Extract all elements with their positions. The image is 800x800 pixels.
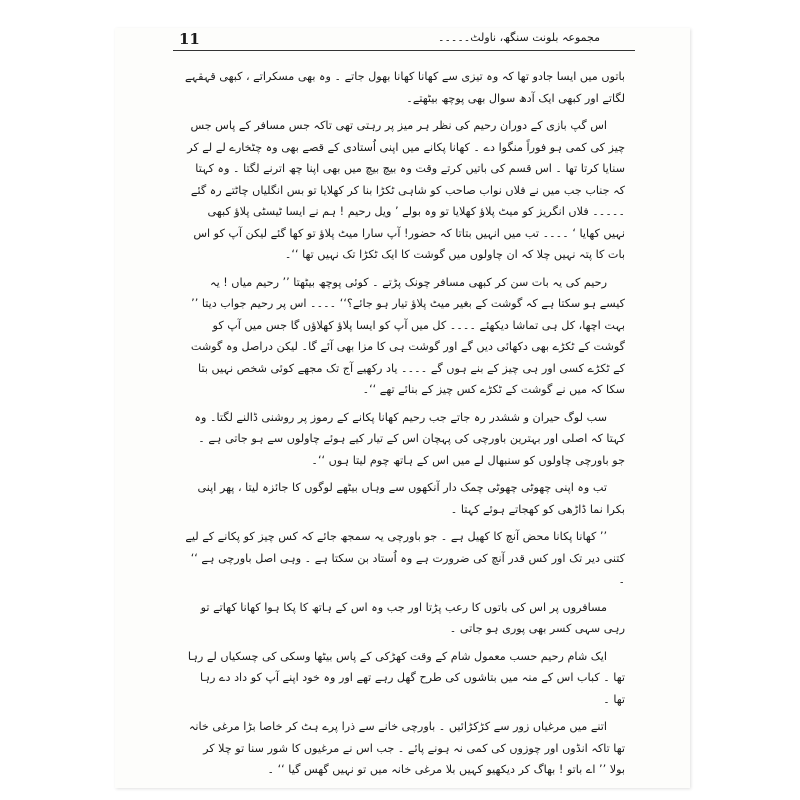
running-head: مجموعہ بلونت سنگھ، ناولٹ۔۔۔۔۔ bbox=[438, 31, 600, 44]
paragraph: اس گپ بازی کے دوران رحیم کی نظر ہر میز پر رہتی تھی تاکہ جس مسافر کے پاس جس چیز کی کمی ہو فوراً منگوا دے ۔ کھانا پکانے میں اپنی اُستادی کے قصے بھی وہ چٹخارے لے لے کر سنایا کرتا تھا ۔ اس قسم کی باتیں کرتے وقت وہ بیچ بیچ میں بھی اپنا چھ اترنے لگتا ۔ وہ کہتا کہ جناب جب میں نے فلاں نواب صاحب کو شاہی ٹکڑا بنا کر کھلایا تو بس انگلیاں چاٹتے رہ گئے ۔۔۔۔۔ فلاں انگریز کو میٹ پلاؤ کھلایا تو وہ بولے ’ ویل رحیم ! ہم نے ایسا ٹیسٹی پلاؤ کبھی نہیں کھایا ‘ ۔۔۔۔ تب میں انہیں بتاتا کہ حضور! آپ سارا میٹ پلاؤ تو کھا گئے لیکن آپ کو اس بات کا پتہ نہیں چلا کہ ان چاولوں میں گوشت کا ایک ٹکڑا تک نہیں تھا ‘‘۔ bbox=[187, 119, 625, 261]
paragraph: اتنے میں مرغیاں زور سے کڑکڑائیں ۔ باورچی خانے سے ذرا پرے ہٹ کر خاصا بڑا مرغی خانہ تھا تاکہ انڈوں اور چوزوں کی کمی نہ ہونے پائے ۔ جب اس نے مرغیوں کا شور سنا تو چلا کر بولا ’’ اے باتو ! بھاگ کر دیکھیو کہیں بلا مرغی خانہ میں تو نہیں گھس گیا ‘‘ ۔ bbox=[188, 720, 625, 776]
body-text bbox=[185, 66, 625, 787]
page-number: 11 bbox=[179, 30, 200, 48]
header-rule bbox=[173, 50, 635, 51]
paragraph: مسافروں پر اس کی باتوں کا رعب پڑتا اور جب وہ اس کے ہاتھ کا پکا ہوا کھانا کھاتے تو رہی سہی کسر بھی پوری ہو جاتی ۔ bbox=[200, 600, 625, 635]
paragraph: تب وہ اپنی چھوٹی چھوٹی چمک دار آنکھوں سے وہاں بیٹھے لوگوں کا جائزہ لیتا ، پھر اپنی بکرا نما ڈاڑھی کو کھجاتے ہوئے کہتا ۔ bbox=[197, 481, 625, 516]
page-header bbox=[115, 28, 690, 50]
paragraph: ’’ کھانا پکانا محض آنچ کا کھیل ہے ۔ جو باورچی یہ سمجھ جائے کہ کس چیز کو پکانے کے لیے کتنی دیر تک اور کس قدر آنچ کی ضرورت ہے وہ اُستاد بن سکتا ہے ۔ وہی اصل باورچی ہے ‘‘ ۔ bbox=[185, 530, 625, 586]
paragraph: باتوں میں ایسا جادو تھا کہ وہ تیزی سے کھانا کھانا بھول جاتے ۔ وہ بھی مسکراتے ، کبھی قہقہے لگاتے اور کبھی ایک آدھ سوال بھی پوچھ بیٹھتے۔ bbox=[185, 70, 625, 105]
paragraph: رحیم کی یہ بات سن کر کبھی مسافر چونک پڑتے ۔ کوئی پوچھ بیٹھتا ’’ رحیم میاں ! یہ کیسے ہو سکتا ہے کہ گوشت کے بغیر میٹ پلاؤ تیار ہو جائے؟‘‘ ۔۔۔۔ اس پر رحیم جواب دیتا ’’ بہت اچھا، کل ہی تماشا دیکھئے ۔۔۔۔ کل میں آپ کو ایسا پلاؤ کھلاؤں گا جس میں آپ کو گوشت کے ٹکڑے بھی دکھائی دیں گے اور گوشت ہی کا مزا بھی آئے گا۔ لیکن دراصل وہ گوشت کے ٹکڑے کسی اور ہی چیز کے بنے ہوں گے ۔۔۔۔ یاد رکھیے آج تک مجھے کوئی شخص نہیں بتا سکا کہ میں نے گوشت کے ٹکڑے کس چیز کے بنائے تھے ‘‘۔ bbox=[190, 275, 625, 396]
paragraph: ایک شام رحیم حسب معمول شام کے وقت کھڑکی کے پاس بیٹھا وسکی کی چسکیاں لے رہا تھا ۔ کباب اس کے منہ میں بتاشوں کی طرح گھل رہے تھے اور وہ خود اپنے آپ کو داد دے رہا تھا ۔ bbox=[187, 649, 625, 706]
paragraph: سب لوگ حیران و ششدر رہ جاتے جب رحیم کھانا پکانے کے رموز پر روشنی ڈالنے لگتا۔ وہ کہتا کہ اصلی اور بہترین باورچی کی پہچان اس کے تیار کیے ہوئے چاولوں سے ہو جاتی ہے ۔ جو باورچی چاولوں کو سنبھال لے میں اس کے ہاتھ چوم لیتا ہوں ‘‘۔ bbox=[194, 410, 625, 467]
book-page bbox=[115, 28, 690, 788]
